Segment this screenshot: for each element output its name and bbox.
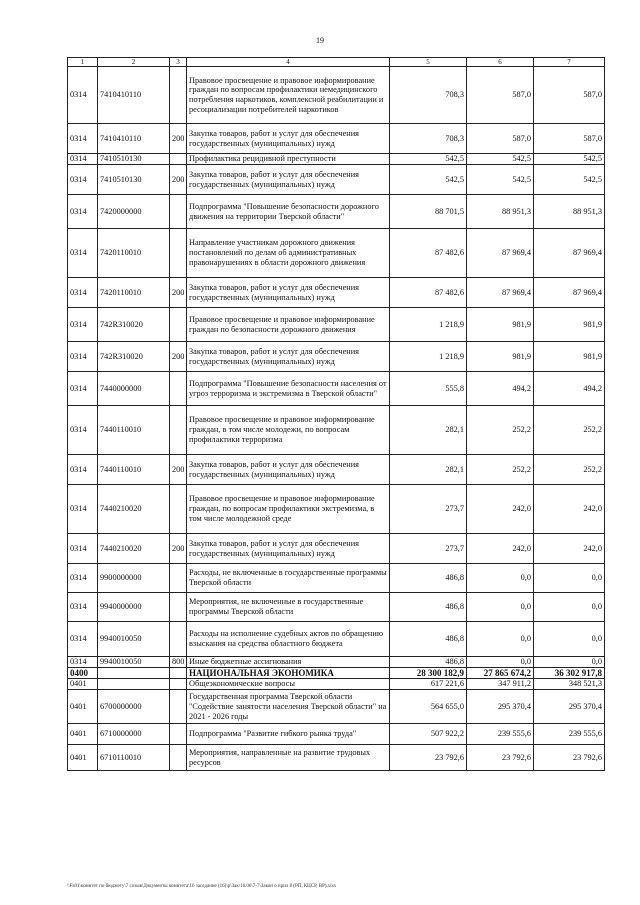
row-name: Правовое просвещение и правовое информирование граждан, в том числе молодежи, по вопросам профилактики терроризма xyxy=(187,406,390,455)
table-row xyxy=(68,593,605,622)
row-value-1: 23 792,6 xyxy=(390,745,467,771)
row-name: Расходы на исполнение судебных актов по обращению взыскания на средства областного бюджета xyxy=(187,622,390,657)
row-expense-kind: 200 xyxy=(170,534,187,564)
row-value-3: 87 969,4 xyxy=(534,229,605,278)
row-section-code: 0401 xyxy=(68,679,98,690)
row-value-1: 87 482,6 xyxy=(390,278,467,308)
table-row xyxy=(68,657,605,668)
row-name: Мероприятия, направленные на развитие трудовых ресурсов xyxy=(187,745,390,771)
row-section-code: 0401 xyxy=(68,745,98,771)
row-name: Закупка товаров, работ и услуг для обеспечения государственных (муниципальных) нужд xyxy=(187,455,390,485)
row-value-2: 87 969,4 xyxy=(467,229,534,278)
row-name: Государственная программа Тверской области "Содействие занятости населения Тверской области" на 2021 - 2026 годы xyxy=(187,690,390,724)
row-expense-kind xyxy=(170,229,187,278)
row-value-2: 242,0 xyxy=(467,534,534,564)
row-name: Общеэкономические вопросы xyxy=(187,679,390,690)
row-value-2: 23 792,6 xyxy=(467,745,534,771)
row-expense-kind xyxy=(170,745,187,771)
row-value-3: 295 370,4 xyxy=(534,690,605,724)
row-value-3: 542,5 xyxy=(534,154,605,165)
row-expense-kind: 200 xyxy=(170,342,187,372)
row-section-code: 0401 xyxy=(68,690,98,724)
row-target-code: 7410410110 xyxy=(98,124,170,154)
row-value-2: 0,0 xyxy=(467,657,534,668)
row-target-code: 9940000000 xyxy=(98,593,170,622)
row-value-3: 494,2 xyxy=(534,372,605,406)
row-value-2: 295 370,4 xyxy=(467,690,534,724)
row-value-3: 0,0 xyxy=(534,593,605,622)
budget-table xyxy=(67,57,605,771)
row-value-2: 587,0 xyxy=(467,124,534,154)
row-target-code xyxy=(98,667,170,679)
row-value-3: 88 951,3 xyxy=(534,195,605,229)
row-section-code: 0314 xyxy=(68,308,98,342)
row-value-2: 252,2 xyxy=(467,406,534,455)
table-row xyxy=(68,342,605,372)
row-section-code: 0314 xyxy=(68,278,98,308)
row-value-3: 36 302 917,8 xyxy=(534,667,605,679)
row-expense-kind: 200 xyxy=(170,278,187,308)
row-section-code: 0314 xyxy=(68,593,98,622)
table-row xyxy=(68,124,605,154)
row-target-code xyxy=(98,679,170,690)
table-row xyxy=(68,406,605,455)
row-value-3: 0,0 xyxy=(534,564,605,593)
row-section-code: 0314 xyxy=(68,622,98,657)
row-section-code: 0314 xyxy=(68,657,98,668)
header-row xyxy=(68,58,605,67)
row-expense-kind xyxy=(170,679,187,690)
row-name: Мероприятия, не включенные в государственные программы Тверской области xyxy=(187,593,390,622)
row-section-code: 0314 xyxy=(68,485,98,534)
row-value-2: 981,9 xyxy=(467,342,534,372)
row-value-3: 242,0 xyxy=(534,534,605,564)
row-value-1: 1 218,9 xyxy=(390,342,467,372)
header-col-7: 7 xyxy=(534,58,605,67)
row-section-code: 0401 xyxy=(68,724,98,745)
header-col-4: 4 xyxy=(187,58,390,67)
row-expense-kind xyxy=(170,564,187,593)
row-section-code: 0314 xyxy=(68,564,98,593)
header-col-1: 1 xyxy=(68,58,98,67)
table-row xyxy=(68,534,605,564)
row-target-code: 9940010050 xyxy=(98,622,170,657)
row-value-2: 347 911,2 xyxy=(467,679,534,690)
row-value-1: 617 221,6 xyxy=(390,679,467,690)
row-value-3: 242,0 xyxy=(534,485,605,534)
table-row xyxy=(68,485,605,534)
row-value-3: 239 555,6 xyxy=(534,724,605,745)
row-value-1: 542,5 xyxy=(390,154,467,165)
row-value-2: 87 969,4 xyxy=(467,278,534,308)
row-name: Иные бюджетные ассигнования xyxy=(187,657,390,668)
table-row xyxy=(68,690,605,724)
row-section-code: 0314 xyxy=(68,67,98,124)
row-expense-kind xyxy=(170,667,187,679)
row-target-code: 7410510130 xyxy=(98,165,170,195)
row-name: Правовое просвещение и правовое информирование граждан по безопасности дорожного движения xyxy=(187,308,390,342)
row-expense-kind: 200 xyxy=(170,455,187,485)
row-name: Правовое просвещение и правовое информирование граждан по вопросам профилактики немедицинского потребления наркотиков, комплексной реабилитации и ресоциализации потребителей наркотиков xyxy=(187,67,390,124)
header-col-6: 6 xyxy=(467,58,534,67)
row-section-code: 0314 xyxy=(68,165,98,195)
row-name: Подпрограмма "Повышение безопасности дорожного движения на территории Тверской области" xyxy=(187,195,390,229)
row-value-2: 88 951,3 xyxy=(467,195,534,229)
row-value-1: 708,3 xyxy=(390,124,467,154)
row-value-1: 486,8 xyxy=(390,593,467,622)
row-value-3: 348 521,3 xyxy=(534,679,605,690)
row-target-code: 9900000000 xyxy=(98,564,170,593)
row-target-code: 7440210020 xyxy=(98,534,170,564)
page-number: 19 xyxy=(316,36,324,45)
row-section-code: 0314 xyxy=(68,455,98,485)
row-value-1: 1 218,9 xyxy=(390,308,467,342)
row-value-2: 542,5 xyxy=(467,154,534,165)
row-value-2: 27 865 674,2 xyxy=(467,667,534,679)
row-value-1: 486,8 xyxy=(390,564,467,593)
row-section-code: 0314 xyxy=(68,229,98,278)
row-value-1: 28 300 182,9 xyxy=(390,667,467,679)
row-section-code: 0400 xyxy=(68,667,98,679)
row-value-2: 981,9 xyxy=(467,308,534,342)
row-section-code: 0314 xyxy=(68,406,98,455)
row-target-code: 7440110010 xyxy=(98,455,170,485)
row-value-1: 486,8 xyxy=(390,657,467,668)
row-value-1: 542,5 xyxy=(390,165,467,195)
row-name: Профилактика рецидивной преступности xyxy=(187,154,390,165)
row-name: Закупка товаров, работ и услуг для обеспечения государственных (муниципальных) нужд xyxy=(187,342,390,372)
row-value-3: 252,2 xyxy=(534,406,605,455)
row-name: Закупка товаров, работ и услуг для обеспечения государственных (муниципальных) нужд xyxy=(187,124,390,154)
row-section-code: 0314 xyxy=(68,124,98,154)
row-target-code: 6710110010 xyxy=(98,745,170,771)
row-value-1: 564 655,0 xyxy=(390,690,467,724)
row-value-2: 587,0 xyxy=(467,67,534,124)
row-section-code: 0314 xyxy=(68,342,98,372)
row-value-1: 88 701,5 xyxy=(390,195,467,229)
table-row xyxy=(68,667,605,679)
row-value-2: 542,5 xyxy=(467,165,534,195)
row-name: НАЦИОНАЛЬНАЯ ЭКОНОМИКА xyxy=(187,667,390,679)
row-section-code: 0314 xyxy=(68,154,98,165)
row-value-1: 486,8 xyxy=(390,622,467,657)
row-value-2: 0,0 xyxy=(467,593,534,622)
table-row xyxy=(68,455,605,485)
row-value-1: 708,3 xyxy=(390,67,467,124)
row-name: Направление участникам дорожного движения постановлений по делам об административных правонарушениях в области дорожного движения xyxy=(187,229,390,278)
row-value-1: 555,8 xyxy=(390,372,467,406)
table-row xyxy=(68,308,605,342)
row-section-code: 0314 xyxy=(68,195,98,229)
row-expense-kind xyxy=(170,308,187,342)
table-row xyxy=(68,622,605,657)
row-target-code: 7440210020 xyxy=(98,485,170,534)
row-expense-kind xyxy=(170,593,187,622)
row-value-3: 0,0 xyxy=(534,622,605,657)
row-expense-kind xyxy=(170,724,187,745)
row-name: Закупка товаров, работ и услуг для обеспечения государственных (муниципальных) нужд xyxy=(187,165,390,195)
row-value-3: 981,9 xyxy=(534,342,605,372)
row-value-1: 282,1 xyxy=(390,455,467,485)
table-row xyxy=(68,564,605,593)
row-value-2: 0,0 xyxy=(467,622,534,657)
row-value-2: 0,0 xyxy=(467,564,534,593)
row-value-3: 0,0 xyxy=(534,657,605,668)
row-value-2: 252,2 xyxy=(467,455,534,485)
table-row xyxy=(68,165,605,195)
row-section-code: 0314 xyxy=(68,534,98,564)
row-target-code: 742R310020 xyxy=(98,342,170,372)
row-name: Закупка товаров, работ и услуг для обеспечения государственных (муниципальных) нужд xyxy=(187,278,390,308)
row-target-code: 7440110010 xyxy=(98,406,170,455)
table-row xyxy=(68,372,605,406)
header-col-2: 2 xyxy=(98,58,170,67)
row-expense-kind xyxy=(170,690,187,724)
row-value-1: 507 922,2 xyxy=(390,724,467,745)
file-path-footer: \\Fs01\комитет по бюджету\7 созыв\Документы комитета\16 заседание (16)\p\Зак\16.06\7-7\Закон о прил 8 (РП, КЦСР, ВР).xlsx xyxy=(67,884,337,889)
row-value-3: 252,2 xyxy=(534,455,605,485)
table-row xyxy=(68,724,605,745)
row-name: Правовое просвещение и правовое информирование граждан, по вопросам профилактики экстремизма, в том числе молодежной среде xyxy=(187,485,390,534)
row-target-code: 6710000000 xyxy=(98,724,170,745)
row-value-3: 23 792,6 xyxy=(534,745,605,771)
row-value-3: 542,5 xyxy=(534,165,605,195)
table-row xyxy=(68,154,605,165)
row-value-2: 494,2 xyxy=(467,372,534,406)
row-expense-kind xyxy=(170,154,187,165)
row-target-code: 7410410110 xyxy=(98,67,170,124)
row-section-code: 0314 xyxy=(68,372,98,406)
row-target-code: 7420110010 xyxy=(98,278,170,308)
row-expense-kind xyxy=(170,195,187,229)
row-value-2: 242,0 xyxy=(467,485,534,534)
row-target-code: 7440000000 xyxy=(98,372,170,406)
row-expense-kind: 200 xyxy=(170,165,187,195)
row-target-code: 7420000000 xyxy=(98,195,170,229)
row-expense-kind xyxy=(170,372,187,406)
row-value-1: 87 482,6 xyxy=(390,229,467,278)
row-target-code: 6700000000 xyxy=(98,690,170,724)
table-row xyxy=(68,679,605,690)
header-col-3: 3 xyxy=(170,58,187,67)
row-target-code: 742R310020 xyxy=(98,308,170,342)
row-value-3: 87 969,4 xyxy=(534,278,605,308)
row-expense-kind xyxy=(170,67,187,124)
row-value-3: 587,0 xyxy=(534,67,605,124)
row-value-1: 273,7 xyxy=(390,534,467,564)
row-expense-kind xyxy=(170,406,187,455)
row-value-1: 273,7 xyxy=(390,485,467,534)
row-target-code: 7420110010 xyxy=(98,229,170,278)
row-name: Подпрограмма "Развитие гибкого рынка труда" xyxy=(187,724,390,745)
row-name: Закупка товаров, работ и услуг для обеспечения государственных (муниципальных) нужд xyxy=(187,534,390,564)
header-col-5: 5 xyxy=(390,58,467,67)
row-expense-kind: 800 xyxy=(170,657,187,668)
row-target-code: 7410510130 xyxy=(98,154,170,165)
row-expense-kind: 200 xyxy=(170,124,187,154)
row-target-code: 9940010050 xyxy=(98,657,170,668)
table-row xyxy=(68,278,605,308)
row-value-2: 239 555,6 xyxy=(467,724,534,745)
row-value-3: 981,9 xyxy=(534,308,605,342)
row-value-1: 282,1 xyxy=(390,406,467,455)
row-value-3: 587,0 xyxy=(534,124,605,154)
table-row xyxy=(68,67,605,124)
row-name: Расходы, не включенные в государственные программы Тверской области xyxy=(187,564,390,593)
row-expense-kind xyxy=(170,485,187,534)
row-name: Подпрограмма "Повышение безопасности населения от угроз терроризма и экстремизма в Тверской области" xyxy=(187,372,390,406)
table-row xyxy=(68,195,605,229)
row-expense-kind xyxy=(170,622,187,657)
table-row xyxy=(68,745,605,771)
table-row xyxy=(68,229,605,278)
